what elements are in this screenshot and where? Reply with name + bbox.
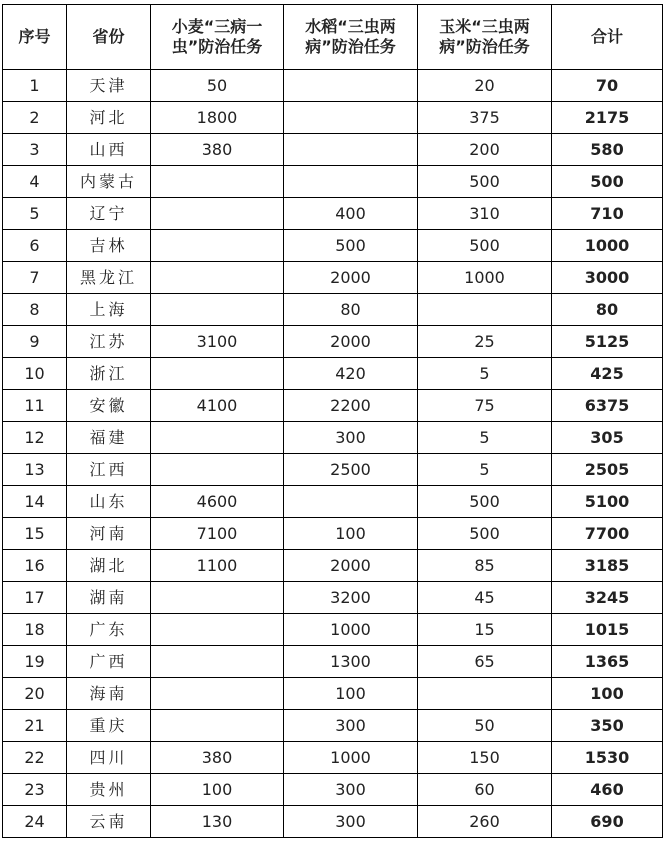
table-body: [3, 70, 663, 838]
cell-wheat-task: 1800: [151, 102, 284, 134]
cell-rice-task: 300: [284, 710, 418, 742]
cell-seq: 8: [3, 294, 67, 326]
cell-province: 海南: [67, 678, 151, 710]
cell-seq: 24: [3, 806, 67, 838]
cell-rice-task: 1000: [284, 742, 418, 774]
cell-corn-task: 500: [418, 166, 552, 198]
header-row: [3, 5, 663, 70]
table-row: [3, 102, 663, 134]
cell-corn-task: 1000: [418, 262, 552, 294]
cell-seq: 6: [3, 230, 67, 262]
cell-total: 710: [552, 198, 663, 230]
cell-wheat-task: [151, 358, 284, 390]
cell-corn-task: 65: [418, 646, 552, 678]
cell-province: 广东: [67, 614, 151, 646]
cell-wheat-task: 4100: [151, 390, 284, 422]
cell-wheat-task: [151, 422, 284, 454]
cell-total: 100: [552, 678, 663, 710]
cell-corn-task: 25: [418, 326, 552, 358]
header-wheat-task: 小麦“三病一虫”防治任务: [151, 5, 284, 70]
cell-total: 690: [552, 806, 663, 838]
table-row: [3, 806, 663, 838]
cell-total: 1015: [552, 614, 663, 646]
cell-seq: 12: [3, 422, 67, 454]
cell-wheat-task: 380: [151, 134, 284, 166]
cell-total: 7700: [552, 518, 663, 550]
cell-province: 四川: [67, 742, 151, 774]
cell-rice-task: [284, 486, 418, 518]
cell-rice-task: 420: [284, 358, 418, 390]
cell-total: 1365: [552, 646, 663, 678]
cell-wheat-task: [151, 582, 284, 614]
cell-seq: 7: [3, 262, 67, 294]
cell-seq: 2: [3, 102, 67, 134]
cell-total: 2175: [552, 102, 663, 134]
cell-total: 305: [552, 422, 663, 454]
cell-rice-task: 1000: [284, 614, 418, 646]
cell-wheat-task: 130: [151, 806, 284, 838]
cell-seq: 9: [3, 326, 67, 358]
cell-rice-task: 100: [284, 678, 418, 710]
cell-seq: 17: [3, 582, 67, 614]
cell-rice-task: [284, 134, 418, 166]
cell-total: 3000: [552, 262, 663, 294]
cell-province: 上海: [67, 294, 151, 326]
cell-province: 湖南: [67, 582, 151, 614]
cell-total: 500: [552, 166, 663, 198]
cell-rice-task: 80: [284, 294, 418, 326]
cell-corn-task: 5: [418, 454, 552, 486]
cell-province: 江苏: [67, 326, 151, 358]
header-rice-task: 水稻“三虫两病”防治任务: [284, 5, 418, 70]
header-corn-task: 玉米“三虫两病”防治任务: [418, 5, 552, 70]
cell-corn-task: 260: [418, 806, 552, 838]
cell-total: 580: [552, 134, 663, 166]
cell-seq: 19: [3, 646, 67, 678]
cell-province: 湖北: [67, 550, 151, 582]
cell-total: 2505: [552, 454, 663, 486]
table-row: [3, 646, 663, 678]
cell-seq: 1: [3, 70, 67, 102]
header-province: 省份: [67, 5, 151, 70]
cell-total: 425: [552, 358, 663, 390]
cell-corn-task: [418, 294, 552, 326]
cell-province: 云南: [67, 806, 151, 838]
cell-corn-task: 15: [418, 614, 552, 646]
cell-corn-task: 500: [418, 518, 552, 550]
cell-province: 辽宁: [67, 198, 151, 230]
cell-wheat-task: [151, 198, 284, 230]
table-row: [3, 326, 663, 358]
cell-seq: 3: [3, 134, 67, 166]
cell-rice-task: 500: [284, 230, 418, 262]
table-row: [3, 774, 663, 806]
table-row: [3, 614, 663, 646]
table-row: [3, 582, 663, 614]
cell-wheat-task: 50: [151, 70, 284, 102]
cell-rice-task: 3200: [284, 582, 418, 614]
header-seq: 序号: [3, 5, 67, 70]
cell-rice-task: 2200: [284, 390, 418, 422]
cell-seq: 23: [3, 774, 67, 806]
table-row: [3, 134, 663, 166]
cell-corn-task: 200: [418, 134, 552, 166]
cell-seq: 10: [3, 358, 67, 390]
cell-province: 河南: [67, 518, 151, 550]
cell-province: 天津: [67, 70, 151, 102]
table-row: [3, 454, 663, 486]
cell-wheat-task: [151, 166, 284, 198]
cell-total: 3245: [552, 582, 663, 614]
table-row: [3, 166, 663, 198]
cell-rice-task: 300: [284, 422, 418, 454]
cell-rice-task: 2000: [284, 550, 418, 582]
cell-seq: 14: [3, 486, 67, 518]
cell-wheat-task: 4600: [151, 486, 284, 518]
prevention-task-table: [2, 4, 663, 838]
cell-rice-task: 2500: [284, 454, 418, 486]
cell-rice-task: 1300: [284, 646, 418, 678]
cell-province: 吉林: [67, 230, 151, 262]
cell-province: 安徽: [67, 390, 151, 422]
table-row: [3, 550, 663, 582]
cell-corn-task: 310: [418, 198, 552, 230]
cell-seq: 20: [3, 678, 67, 710]
cell-province: 内蒙古: [67, 166, 151, 198]
cell-total: 70: [552, 70, 663, 102]
cell-province: 重庆: [67, 710, 151, 742]
cell-wheat-task: [151, 710, 284, 742]
cell-seq: 18: [3, 614, 67, 646]
table-row: [3, 710, 663, 742]
cell-province: 山东: [67, 486, 151, 518]
cell-corn-task: 5: [418, 422, 552, 454]
cell-total: 3185: [552, 550, 663, 582]
cell-total: 1000: [552, 230, 663, 262]
cell-total: 460: [552, 774, 663, 806]
table-row: [3, 518, 663, 550]
table-row: [3, 230, 663, 262]
cell-wheat-task: [151, 294, 284, 326]
cell-province: 浙江: [67, 358, 151, 390]
cell-total: 5100: [552, 486, 663, 518]
cell-rice-task: [284, 166, 418, 198]
cell-seq: 11: [3, 390, 67, 422]
cell-corn-task: 85: [418, 550, 552, 582]
table-row: [3, 390, 663, 422]
cell-wheat-task: 1100: [151, 550, 284, 582]
table-row: [3, 422, 663, 454]
cell-rice-task: 300: [284, 774, 418, 806]
cell-wheat-task: 100: [151, 774, 284, 806]
cell-corn-task: 45: [418, 582, 552, 614]
cell-total: 80: [552, 294, 663, 326]
cell-rice-task: 2000: [284, 262, 418, 294]
cell-wheat-task: [151, 262, 284, 294]
cell-wheat-task: 3100: [151, 326, 284, 358]
header-total: 合计: [552, 5, 663, 70]
cell-province: 贵州: [67, 774, 151, 806]
cell-wheat-task: [151, 614, 284, 646]
cell-seq: 21: [3, 710, 67, 742]
cell-total: 5125: [552, 326, 663, 358]
cell-total: 1530: [552, 742, 663, 774]
cell-province: 山西: [67, 134, 151, 166]
cell-wheat-task: [151, 454, 284, 486]
cell-corn-task: 50: [418, 710, 552, 742]
cell-corn-task: 5: [418, 358, 552, 390]
cell-corn-task: 60: [418, 774, 552, 806]
cell-wheat-task: [151, 678, 284, 710]
cell-province: 福建: [67, 422, 151, 454]
cell-corn-task: 375: [418, 102, 552, 134]
table-row: [3, 678, 663, 710]
cell-seq: 22: [3, 742, 67, 774]
cell-rice-task: 100: [284, 518, 418, 550]
cell-corn-task: 75: [418, 390, 552, 422]
cell-seq: 16: [3, 550, 67, 582]
cell-seq: 4: [3, 166, 67, 198]
cell-wheat-task: [151, 646, 284, 678]
cell-corn-task: [418, 678, 552, 710]
cell-rice-task: [284, 102, 418, 134]
cell-corn-task: 150: [418, 742, 552, 774]
cell-wheat-task: [151, 230, 284, 262]
table-row: [3, 70, 663, 102]
cell-wheat-task: 380: [151, 742, 284, 774]
cell-seq: 15: [3, 518, 67, 550]
cell-rice-task: 400: [284, 198, 418, 230]
cell-wheat-task: 7100: [151, 518, 284, 550]
cell-rice-task: [284, 70, 418, 102]
table-row: [3, 198, 663, 230]
cell-rice-task: 2000: [284, 326, 418, 358]
cell-total: 6375: [552, 390, 663, 422]
cell-province: 广西: [67, 646, 151, 678]
table-row: [3, 486, 663, 518]
table-header: [3, 5, 663, 70]
cell-seq: 5: [3, 198, 67, 230]
cell-rice-task: 300: [284, 806, 418, 838]
table-row: [3, 742, 663, 774]
table-row: [3, 358, 663, 390]
cell-province: 黑龙江: [67, 262, 151, 294]
cell-corn-task: 500: [418, 486, 552, 518]
cell-corn-task: 20: [418, 70, 552, 102]
cell-province: 河北: [67, 102, 151, 134]
cell-province: 江西: [67, 454, 151, 486]
cell-total: 350: [552, 710, 663, 742]
table-row: [3, 262, 663, 294]
cell-corn-task: 500: [418, 230, 552, 262]
table-row: [3, 294, 663, 326]
cell-seq: 13: [3, 454, 67, 486]
